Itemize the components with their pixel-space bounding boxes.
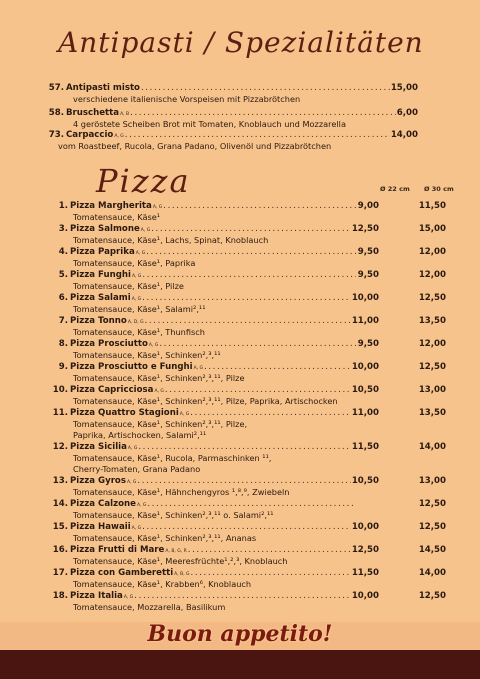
dot-leader — [137, 476, 350, 487]
dot-leader — [191, 568, 351, 579]
dot-leader — [141, 83, 390, 94]
item-number: 73. — [48, 130, 64, 140]
item-number: 9. — [58, 362, 68, 372]
item-description: Tomatensauce, Käse¹, Paprika — [73, 258, 196, 268]
price-large: 12,50 — [418, 499, 446, 509]
price-large: 12,00 — [418, 247, 446, 257]
item-number: 16. — [52, 545, 68, 555]
dot-leader — [142, 293, 351, 304]
item-description: Tomatensauce, Käse¹, Thunfisch — [73, 327, 205, 337]
price-small: 10,00 — [351, 522, 379, 532]
item-price: 15,00 — [390, 83, 418, 93]
item-name: Carpaccio — [66, 130, 114, 140]
dot-leader — [188, 545, 351, 556]
price-small: 10,00 — [351, 362, 379, 372]
item-name: Pizza Prosciutto e Funghi — [70, 362, 193, 372]
item-description: Paprika, Artischocken, Salami²,¹¹ — [73, 430, 207, 440]
item-allergens: A, G — [131, 274, 142, 279]
item-description: Tomatensauce, Käse¹, Pilze — [73, 281, 184, 291]
item-description: vom Roastbeef, Rucola, Grana Padano, Olivenöl und Pizzabrötchen — [58, 141, 332, 151]
item-allergens: A, G — [193, 366, 204, 371]
price-small: 9,00 — [357, 201, 379, 211]
item-number: 10. — [52, 385, 68, 395]
dot-leader — [142, 522, 351, 533]
price-small: 11,00 — [351, 408, 379, 418]
price-small: 10,00 — [351, 591, 379, 601]
item-allergens: A, B, G, R — [165, 549, 187, 554]
price-large: 12,50 — [418, 522, 446, 532]
item-number: 15. — [52, 522, 68, 532]
item-description: Cherry-Tomaten, Grana Padano — [73, 464, 201, 474]
item-number: 17. — [52, 568, 68, 578]
item-number: 7. — [58, 316, 68, 326]
item-description: Tomatensauce, Mozzarella, Basilikum — [73, 602, 226, 612]
price-large: 14,00 — [418, 568, 446, 578]
price-small: 12,50 — [351, 545, 379, 555]
item-number: 3. — [58, 224, 68, 234]
size-small-header: Ø 22 cm — [380, 185, 410, 193]
item-name: Pizza Salami — [70, 293, 131, 303]
item-name: Pizza Capricciosa — [70, 385, 154, 395]
item-number: 11. — [52, 408, 68, 418]
item-description: 4 geröstete Scheiben Brot mit Tomaten, Knoblauch und Mozzarella — [73, 119, 346, 129]
item-name: Pizza Gyros — [70, 476, 126, 486]
item-allergens: A, G — [126, 480, 137, 485]
item-description: Tomatensauce, Käse¹, Schinken²,³,¹¹, Pilze — [73, 373, 245, 383]
buon-appetito-text: Buon appetito! — [147, 621, 333, 647]
dot-leader — [146, 247, 356, 258]
item-number: 18. — [52, 591, 68, 601]
item-name: Pizza Tonno — [70, 316, 127, 326]
item-allergens: A, G — [140, 228, 151, 233]
dot-leader — [125, 130, 390, 141]
item-allergens: A, G — [131, 526, 142, 531]
price-large: 13,00 — [418, 476, 446, 486]
price-small: 11,50 — [351, 442, 379, 452]
price-large: 13,50 — [418, 408, 446, 418]
price-small: 10,50 — [351, 476, 379, 486]
size-large-header: Ø 30 cm — [424, 185, 454, 193]
item-allergens: A, B, G — [174, 572, 190, 577]
price-large: 11,50 — [418, 201, 446, 211]
item-name: Pizza Quattro Stagioni — [70, 408, 179, 418]
price-large: 13,00 — [418, 385, 446, 395]
dot-leader — [142, 270, 356, 281]
item-name: Pizza Calzone — [70, 499, 136, 509]
dot-leader — [138, 442, 350, 453]
item-name: Bruschetta — [66, 108, 120, 118]
dot-leader — [204, 362, 351, 373]
price-large: 14,50 — [418, 545, 446, 555]
item-description: Tomatensauce, Käse¹, Schinken²,³,¹¹ — [73, 350, 221, 360]
item-description: Tomatensauce, Käse¹, Schinken²,³,¹¹, Ananas — [73, 533, 257, 543]
dot-leader — [130, 108, 396, 119]
price-large: 12,50 — [418, 362, 446, 372]
price-small: 11,50 — [351, 568, 379, 578]
price-large: 12,00 — [418, 339, 446, 349]
dot-leader — [190, 408, 351, 419]
item-number: 6. — [58, 293, 68, 303]
dot-leader — [163, 201, 356, 212]
item-name: Antipasti misto — [66, 83, 140, 93]
item-description: verschiedene italienische Vorspeisen mit Pizzabrötchen — [73, 94, 301, 104]
price-small: 11,00 — [351, 316, 379, 326]
item-description: Tomatensauce, Käse¹, Meeresfrüchte¹,²,³, Knoblauch — [73, 556, 288, 566]
item-description: Tomatensauce, Käse¹, Schinken²,³,¹¹, Pilze, Paprika, Artischocken — [73, 396, 338, 406]
price-small: 9,50 — [357, 339, 379, 349]
price-large: 14,00 — [418, 442, 446, 452]
item-description: Tomatensauce, Käse¹, Lachs, Spinat, Knoblauch — [73, 235, 269, 245]
item-allergens: A, G — [148, 343, 159, 348]
dot-leader — [165, 385, 351, 396]
item-allergens: A, G — [123, 595, 134, 600]
item-description: Tomatensauce, Käse¹, Krabben⁶, Knoblauch — [73, 579, 252, 589]
item-name: Pizza Margherita — [70, 201, 152, 211]
item-name: Pizza Frutti di Mare — [70, 545, 165, 555]
item-name: Pizza Italia — [70, 591, 123, 601]
item-description: Tomatensauce, Käse¹ — [73, 212, 161, 222]
price-small: 9,50 — [357, 270, 379, 280]
price-large: 12,50 — [418, 293, 446, 303]
item-name: Pizza con Gamberetti — [70, 568, 174, 578]
price-small: 10,00 — [351, 293, 379, 303]
item-name: Pizza Paprika — [70, 247, 135, 257]
dot-leader — [145, 316, 351, 327]
item-allergens: A, D, G — [127, 320, 144, 325]
item-description: Tomatensauce, Käse¹, Schinken²,³,¹¹, Pilze, — [73, 419, 248, 429]
item-number: 5. — [58, 270, 68, 280]
price-large: 13,50 — [418, 316, 446, 326]
item-allergens: A, G — [127, 446, 138, 451]
item-allergens: A, G — [152, 205, 163, 210]
price-large: 12,50 — [418, 591, 446, 601]
item-description: Tomatensauce, Käse¹, Hähnchengyros ¹,⁸,⁹, Zwiebeln — [73, 487, 290, 497]
item-price: 14,00 — [390, 130, 418, 140]
price-large: 12,00 — [418, 270, 446, 280]
item-number: 8. — [58, 339, 68, 349]
item-name: Pizza Funghi — [70, 270, 131, 280]
dot-leader — [134, 591, 351, 602]
item-number: 14. — [52, 499, 68, 509]
item-allergens: A, G — [114, 134, 124, 139]
item-allergens: A, G — [179, 412, 190, 417]
item-name: Pizza Salmone — [70, 224, 140, 234]
item-allergens: A, G — [136, 503, 147, 508]
item-description: Tomatensauce, Käse¹, Schinken²,³,¹¹ o. Salami²,¹¹ — [73, 510, 274, 520]
dot-leader — [159, 339, 356, 350]
price-small: 10,50 — [351, 385, 379, 395]
item-number: 57. — [48, 83, 64, 93]
item-description: Tomatensauce, Käse¹, Salami²,¹¹ — [73, 304, 206, 314]
item-number: 13. — [52, 476, 68, 486]
pizza-title: Pizza — [96, 162, 191, 200]
item-description: Tomatensauce, Käse¹, Rucola, Parmaschinken ¹¹, — [73, 453, 272, 463]
item-name: Pizza Prosciutto — [70, 339, 148, 349]
item-allergens: A, G — [135, 251, 146, 256]
item-allergens: A, G — [131, 297, 142, 302]
item-number: 58. — [48, 108, 64, 118]
price-small: 9,50 — [357, 247, 379, 257]
dot-leader — [151, 224, 351, 235]
antipasti-title: Antipasti / Spezialitäten — [58, 26, 424, 59]
price-large: 15,00 — [418, 224, 446, 234]
item-name: Pizza Hawaii — [70, 522, 131, 532]
item-name: Pizza Sicilia — [70, 442, 127, 452]
item-allergens: A, G — [154, 389, 164, 394]
footer-band — [0, 650, 480, 679]
dot-leader — [147, 499, 356, 510]
item-price: 6,00 — [396, 108, 418, 118]
item-allergens: A, B — [120, 112, 130, 117]
item-number: 12. — [52, 442, 68, 452]
item-number: 1. — [58, 201, 68, 211]
price-small: 12,50 — [351, 224, 379, 234]
antipasti-item — [46, 83, 418, 94]
item-number: 4. — [58, 247, 68, 257]
